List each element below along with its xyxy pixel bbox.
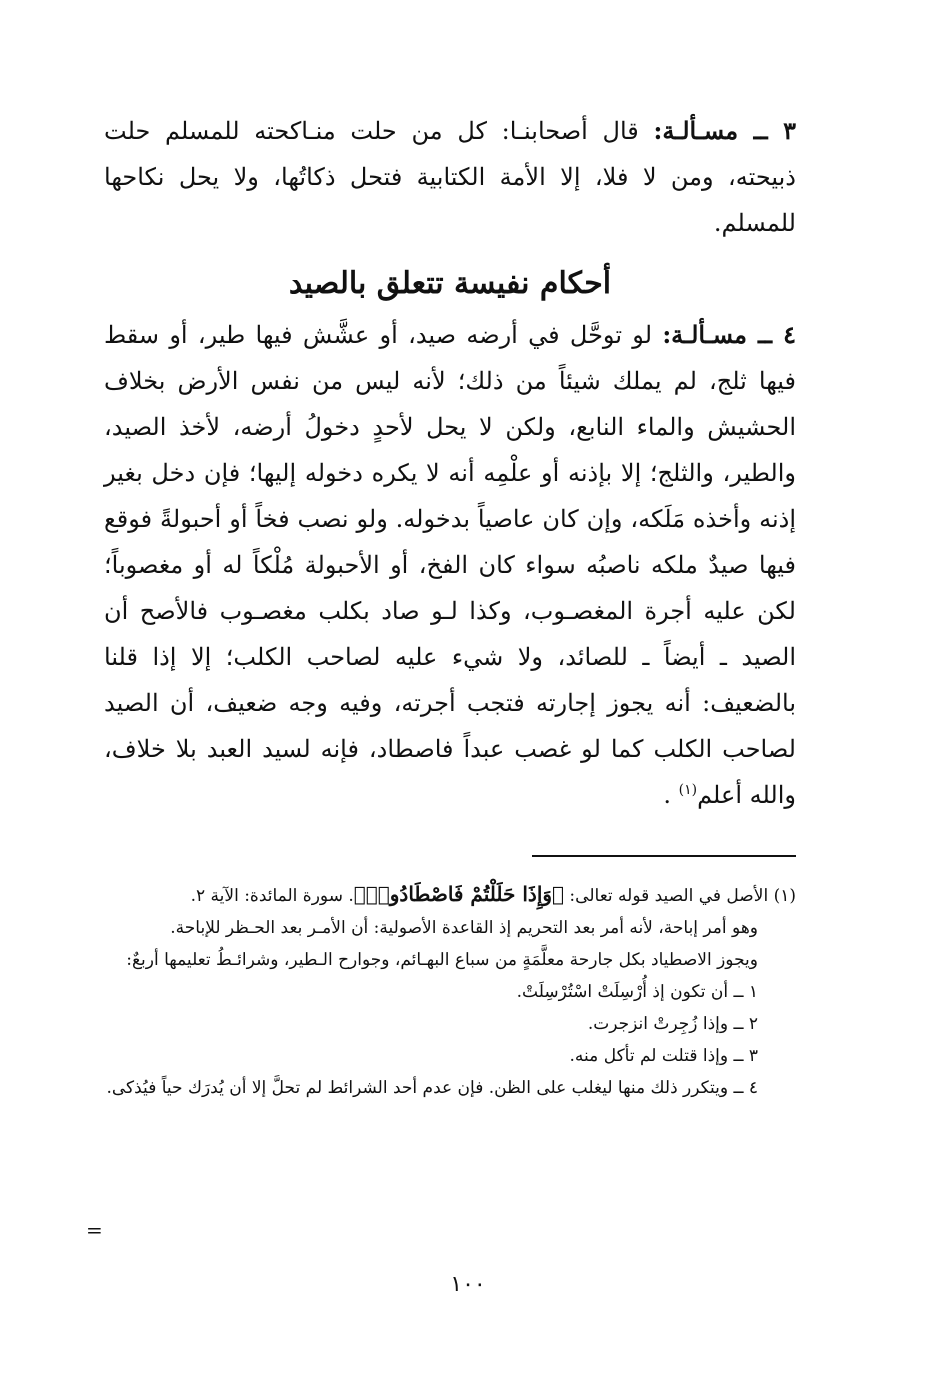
footnote-1-item-1: ١ ــ أن تكون إذ أُرْسِلَتْ اسْتُرْسِلَتْ. (516, 982, 758, 1002)
issue-4-end: . (663, 781, 679, 809)
footnote-1-item-3: ٣ ــ وإذا قتلت لم تأكل منه. (569, 1046, 758, 1066)
continuation-mark: = (86, 1218, 103, 1242)
footnote-separator (532, 855, 796, 857)
issue-4-text: لو توحَّل في أرضه صيد، أو عشَّش فيها طير، أو سقط فيها ثلج، لم يملك شيئاً من ذلك؛ لأنه ليس من نفس الأرض بخلاف الحشيش والماء النابع، ولكن لا يحل لأحدٍ دخولُ أرضه، لأخذ الصيد، والطير، والثلج؛ إلا بإذنه أو علْمِه أنه لا يكره دخوله إليها؛ فإن دخل بغير إذنه وأخذه مَلَكه، وإن كان عاصياً بدخوله. ولو نصب فخاً أو أحبولةً فوقع فيها صيدٌ ملكه ناصبُه سواء كان الفخ، أو الأحبولة مُلْكاً له أو مغصوباً؛ لكن عليه أجرة المغصـوب، وكذا لـو صاد بكلب مغصـوب فالأصح أن الصيد ـ أيضاً ـ للصائد، ولا شيء عليه لصاحب الكلب؛ إلا إذا قلنا بالضعيف: أنه يجوز إجارته فتجب أجرته، وفيه وجه ضعيف، أن الصيد لصاحب الكلب كما لو غصب عبداً فاصطاد، فإنه لسيد العبد بلا خلاف، والله أعلم (104, 321, 796, 809)
quran-verse: ﴿وَإِذَا حَلَلْتُمْ فَاصْطَادُوا۟﴾ (353, 882, 565, 906)
paragraph-issue-4 (104, 312, 796, 818)
footnote-1-item-2: ٢ ــ وإذا زُجِرتْ انزجرت. (587, 1014, 758, 1034)
main-text (104, 108, 796, 818)
issue-4-label: ٤ ــ مسـألـة: (662, 320, 796, 349)
issue-3-text: قال أصحابنـا: كل من حلت منـاكحته للمسلم حلت ذبيحته، ومن لا فلا، إلا الأمة الكتابية فتحل ذكاتُها، ولا يحل نكاحها للمسلم. (104, 117, 796, 237)
footnote-1-line-2: وهو أمر إباحة، لأنه أمر بعد التحريم إذ القاعدة الأصولية: أن الأمـر بعد الحـظر للإباحة. (170, 918, 758, 938)
footnote-1-line-1 (104, 878, 796, 912)
footnote-1-intro: الأصل في الصيد قوله تعالى: (564, 886, 774, 906)
section-heading: أحكام نفيسة تتعلق بالصيد (288, 266, 612, 301)
footnote-1-line-3: ويجوز الاصطياد بكل جارحة معلَّمَةٍ من سباع البهـائم، وجوارح الـطير، وشرائـطُ تعليمها أربعٌ: (126, 950, 758, 970)
footnote-1-source: . سورة المائدة: الآية ٢. (190, 886, 354, 906)
footnote-1-marker: (١) (773, 886, 796, 906)
paragraph-issue-3 (104, 108, 796, 246)
footnote-reference[interactable]: (١) (678, 782, 698, 798)
footnote-1-item-4: ٤ ــ ويتكرر ذلك منها ليغلب على الظن. فإن عدم أحد الشرائط لم تحلَّ إلا أن يُدرَك حياً فيُذكى. (106, 1078, 758, 1098)
issue-3-label: ٣ ــ مسـألـة: (653, 116, 796, 145)
footnotes (104, 878, 796, 1104)
page-number: ١٠٠ (450, 1272, 486, 1297)
